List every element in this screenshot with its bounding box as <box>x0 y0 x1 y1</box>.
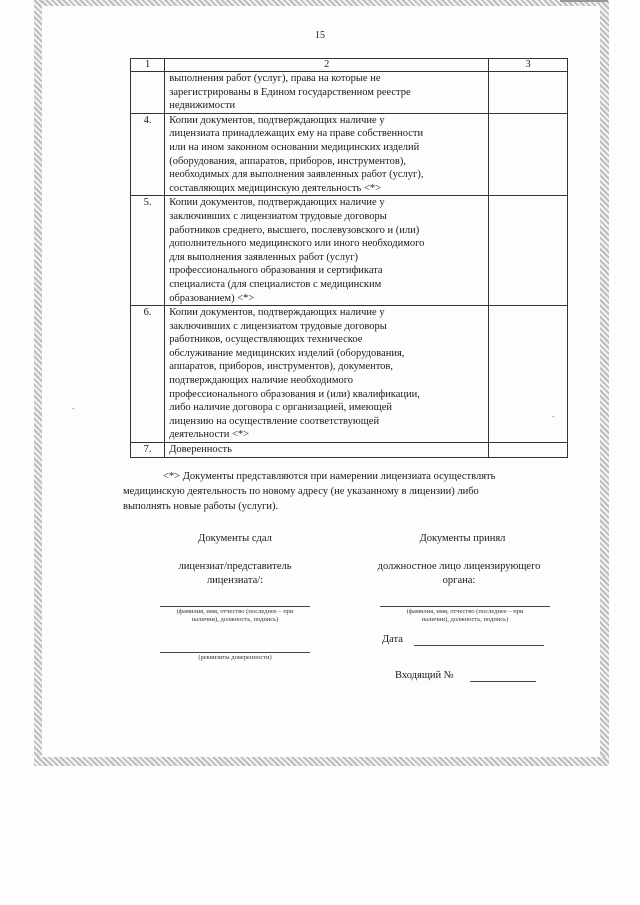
power-of-attorney-caption: (реквизиты доверенности) <box>198 654 272 661</box>
text-line: лицензиата принадлежащих ему на праве собственности <box>169 128 424 140</box>
scan-border-top <box>34 0 608 6</box>
power-of-attorney-line <box>160 652 310 653</box>
text-line: выполнения работ (услуг), права на которые не <box>169 73 381 84</box>
incoming-number-line <box>470 681 536 682</box>
submitter-role <box>150 560 320 588</box>
table-row <box>131 113 568 196</box>
empty-cell <box>489 306 568 443</box>
row-text <box>165 196 489 306</box>
scan-speck: - <box>72 404 75 413</box>
table-row <box>131 443 568 458</box>
text-line: специалиста (для специалистов с медицинским <box>169 278 382 290</box>
table-row <box>131 196 568 306</box>
role-line: органа: <box>442 575 476 586</box>
text-line: зарегистрированы в Едином государственном реестре <box>169 86 411 98</box>
scan-border-left <box>34 0 42 765</box>
caption-line: наличии), должность, подпись) <box>191 616 279 623</box>
page-number: 15 <box>315 30 325 41</box>
text-line: Копии документов, подтверждающих наличие у <box>169 114 385 126</box>
row-text <box>165 72 489 114</box>
text-line: работников, осуществляющих техническое <box>169 334 363 346</box>
empty-cell <box>489 196 568 306</box>
caption-line: (фамилия, имя, отчество (последнее – при <box>176 608 294 615</box>
text-line: деятельности <*> <box>169 429 250 441</box>
column-header: 3 <box>489 59 568 72</box>
row-text <box>165 113 489 196</box>
row-number: 4. <box>131 113 165 196</box>
text-line: заключивших с лицензиатом трудовые договоры <box>169 210 387 222</box>
footnote-line: <*> Документы представляются при намерении лицензиата осуществлять <box>163 471 496 482</box>
footnote-line: медицинскую деятельность по новому адресу (не указанному в лицензии) либо <box>123 486 479 497</box>
text-line: профессионального образования и сертификата <box>169 265 383 277</box>
scan-border-bottom <box>34 757 609 766</box>
text-line: обслуживание медицинских изделий (оборудования, <box>169 347 405 359</box>
date-line <box>414 645 544 646</box>
text-line: подтверждающих наличие необходимого <box>169 375 354 387</box>
document-table <box>130 58 568 458</box>
text-line: Копии документов, подтверждающих наличие у <box>169 197 385 209</box>
signature-line <box>380 606 550 607</box>
signature-line <box>160 606 310 607</box>
caption-line: (фамилия, имя, отчество (последнее – при <box>406 608 524 615</box>
text-line: (оборудования, аппаратов, приборов, инструментов), <box>169 155 406 167</box>
received-heading: Документы принял <box>419 533 506 544</box>
role-line: должностное лицо лицензирующего <box>377 561 541 572</box>
text-line: заключивших с лицензиатом трудовые договоры <box>169 320 387 332</box>
empty-cell <box>489 72 568 114</box>
text-line: аппаратов, приборов, инструментов), документов, <box>169 361 394 373</box>
text-line: Доверенность <box>169 444 232 456</box>
caption-line: наличии), должность, подпись) <box>421 616 509 623</box>
row-number: 7. <box>131 443 165 458</box>
text-line: необходимых для выполнения заявленных работ (услуг), <box>169 169 424 181</box>
date-label: Дата <box>382 634 403 645</box>
text-line: дополнительного медицинского или иного необходимого <box>169 238 425 250</box>
row-number <box>131 72 165 114</box>
row-number: 6. <box>131 306 165 443</box>
empty-cell <box>489 113 568 196</box>
scan-border-right <box>600 0 609 765</box>
signature-caption <box>372 608 558 624</box>
table-header-row <box>131 59 568 72</box>
text-line: образованием) <*> <box>169 292 255 304</box>
column-header: 1 <box>131 59 165 72</box>
signature-caption <box>152 608 318 624</box>
text-line: лицензию на осуществление соответствующей <box>169 415 380 427</box>
text-line: для выполнения заявленных работ (услуг) <box>169 251 359 263</box>
text-line: недвижимости <box>169 100 236 112</box>
scan-speck: - <box>552 412 555 421</box>
scan-mark <box>560 0 608 2</box>
empty-cell <box>489 443 568 458</box>
text-line: профессионального образования и (или) квалификации, <box>169 388 420 400</box>
receiver-role <box>348 560 570 588</box>
text-line: составляющих медицинскую деятельность <*> <box>169 182 382 194</box>
text-line: Копии документов, подтверждающих наличие у <box>169 307 385 319</box>
row-number: 5. <box>131 196 165 306</box>
footnote <box>123 469 563 514</box>
column-header: 2 <box>165 59 489 72</box>
table-row <box>131 72 568 114</box>
role-line: лицензиат/представитель <box>178 561 292 572</box>
text-line: либо наличие договора с организацией, имеющей <box>169 402 392 414</box>
text-line: или на ином законном основании медицинских изделий <box>169 141 420 153</box>
text-line: работников среднего, высшего, послевузовского и (или) <box>169 224 420 236</box>
row-text <box>165 443 489 458</box>
table-row <box>131 306 568 443</box>
role-line: лицензиата/: <box>206 575 264 586</box>
footnote-line: выполнять новые работы (услуги). <box>123 501 279 512</box>
incoming-number-label: Входящий № <box>395 670 454 681</box>
row-text <box>165 306 489 443</box>
submitted-heading: Документы сдал <box>198 533 272 544</box>
